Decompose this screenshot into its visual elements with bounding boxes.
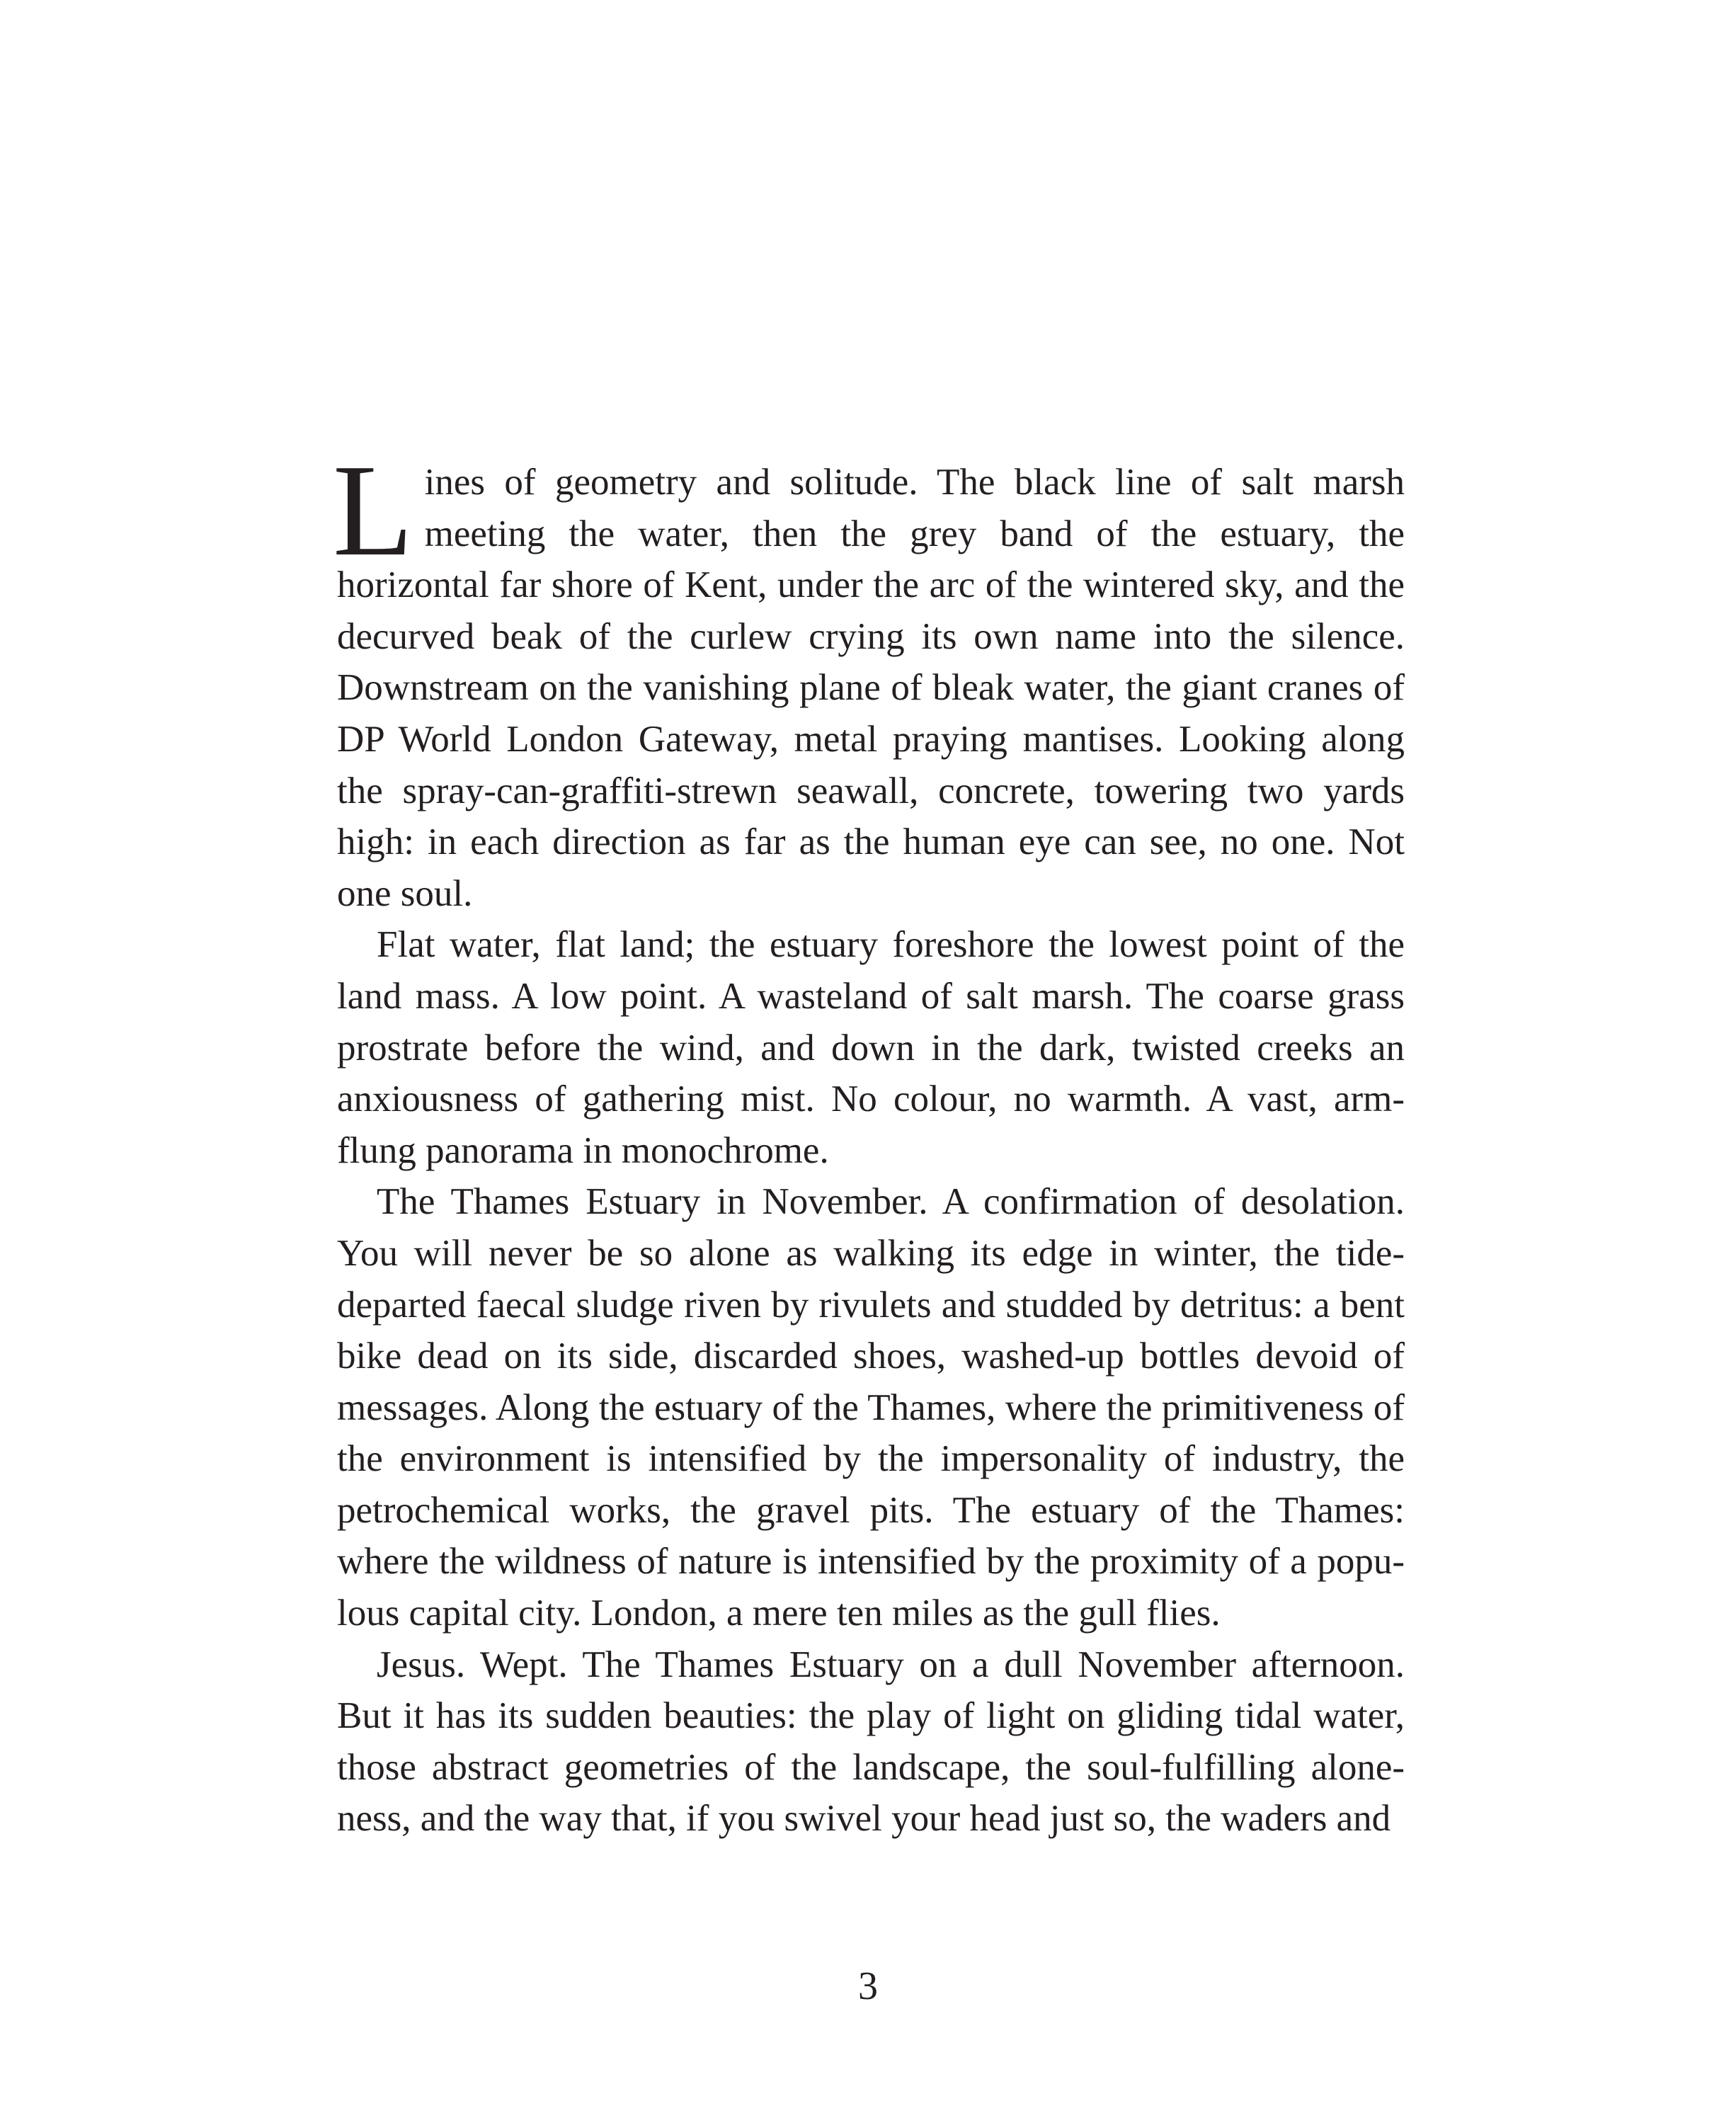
paragraph-3: The Thames Estuary in November. A confirmation of desolation. You will never be so alone as walking its edge in winter, the tide-departed faecal sludge riven by rivulets and studded by detritus: a bent bike dead on its side, discarded shoes, washed-up bottles devoid of messages. Along the estuary of the Thames, where the primitiveness of the environment is intensified by the impersonality of industry, the petrochemical works, the gravel pits. The estuary of the Thames: where the wildness of nature is intensified by the proximity of a populous capital city. London, a mere ten miles as the gull flies. [337,1181,1405,1634]
page-number: 3 [858,1964,878,2008]
paragraph-4: Jesus. Wept. The Thames Estuary on a dull November afternoon. But it has its sudden beauties: the play of light on gliding tidal water, those abstract geometries of the landscape, the soul-fulfilling aloneness, and the way that, if you swivel your head just so, the waders and [337,1643,1405,1840]
body-text [333,438,1405,1845]
drop-cap: L [333,438,413,583]
paragraph-1 [333,438,1405,919]
paragraph-1-text: ines of geometry and solitude. The black line of salt marsh meeting the water, then the grey band of the estuary, the horizontal far shore of Kent, under the arc of the wintered sky, and the decurved beak of the curlew crying its own name into the silence. Downstream on the vanishing plane of bleak water, the giant cranes of DP World London Gateway, metal praying mantises. Looking along the spray-can-graffiti-strewn seawall, concrete, towering two yards high: in each direction as far as the human eye can see, no one. Not one soul. [337,462,1405,914]
paragraph-2: Flat water, flat land; the estuary foreshore the lowest point of the land mass. A low point. A wasteland of salt marsh. The coarse grass prostrate before the wind, and down in the dark, twisted creeks an anxiousness of gathering mist. No colour, no warmth. A vast, arm-flung panorama in monochrome. [337,924,1405,1171]
